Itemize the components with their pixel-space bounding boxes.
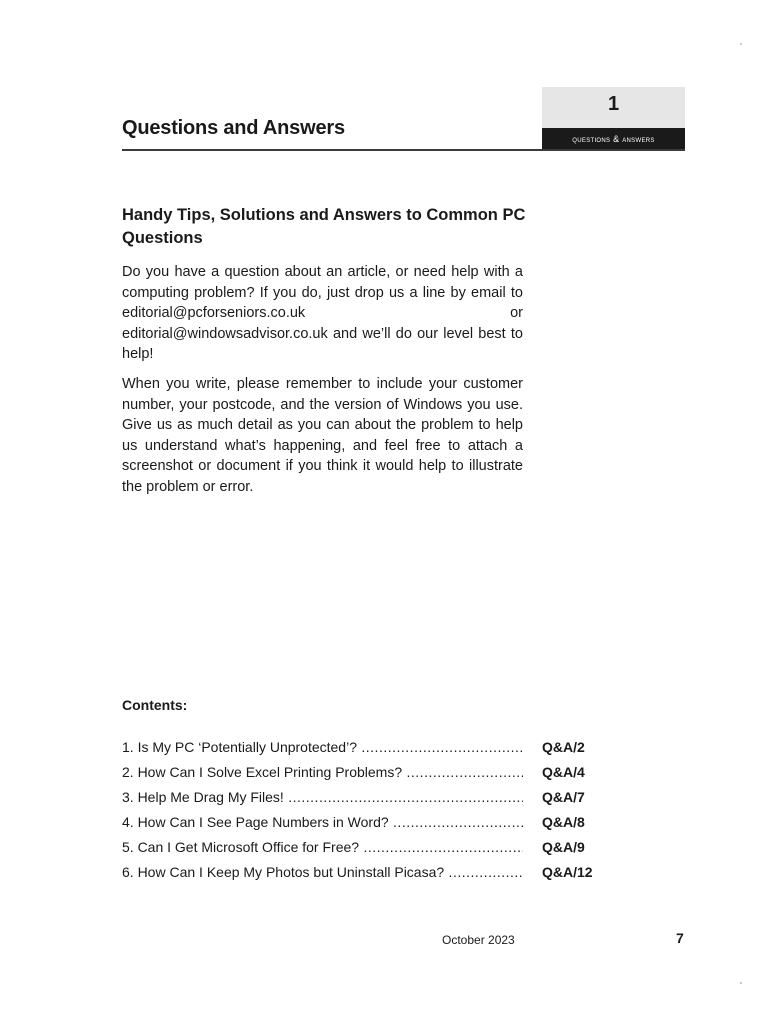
toc-item[interactable]: [122, 861, 622, 886]
toc-item[interactable]: [122, 761, 622, 786]
toc-item-title: 3. Help Me Drag My Files! .....: [122, 786, 523, 808]
toc-item-page: Q&A/2: [542, 739, 585, 755]
toc-item-page: Q&A/12: [542, 864, 593, 880]
section-label: questions & answers: [542, 128, 685, 150]
toc-item-title: 5. Can I Get Microsoft Office for Free? .....: [122, 836, 523, 858]
section-number: 1: [607, 93, 620, 115]
toc-item[interactable]: [122, 736, 622, 761]
toc-item-title: 1. Is My PC ‘Potentially Unprotected’? .....: [122, 736, 523, 758]
toc-item-page: Q&A/7: [542, 789, 585, 805]
intro-paragraph-2: When you write, please remember to include your customer number, your postcode, and the version of Windows you use. Give us as much detail as you can about the problem to help us understand what’s happening, and feel free to attach a screenshot or document if you think it would help to illustrate the problem or error.: [122, 376, 523, 495]
intro-paragraph-1: Do you have a question about an article, or need help with a computing problem? If you do, just drop us a line by email to editorial@pcforseniors.co.uk or editorial@windowsadvisor.co.uk and we’ll do our level best to help!: [122, 264, 523, 362]
page-title: Questions and Answers: [122, 117, 345, 139]
crop-mark-bottom: [740, 982, 742, 984]
header-divider: [122, 149, 685, 151]
toc-item-title: 6. How Can I Keep My Photos but Uninstall Picasa? .....: [122, 861, 523, 883]
toc-item[interactable]: [122, 811, 622, 836]
toc-item-title: 2. How Can I Solve Excel Printing Problems? .....: [122, 761, 523, 783]
crop-mark-top: [740, 43, 742, 45]
toc-item-page: Q&A/9: [542, 839, 585, 855]
page-number: 7: [676, 930, 684, 946]
footer-date: October 2023: [442, 933, 515, 947]
toc-item-page: Q&A/8: [542, 814, 585, 830]
table-of-contents: [122, 736, 622, 886]
intro-heading: Handy Tips, Solutions and Answers to Common PC Questions: [122, 206, 526, 247]
toc-item-title: 4. How Can I See Page Numbers in Word? .....: [122, 811, 523, 833]
toc-item-page: Q&A/4: [542, 764, 585, 780]
toc-item[interactable]: [122, 836, 622, 861]
contents-heading: Contents:: [122, 697, 188, 713]
toc-item[interactable]: [122, 786, 622, 811]
